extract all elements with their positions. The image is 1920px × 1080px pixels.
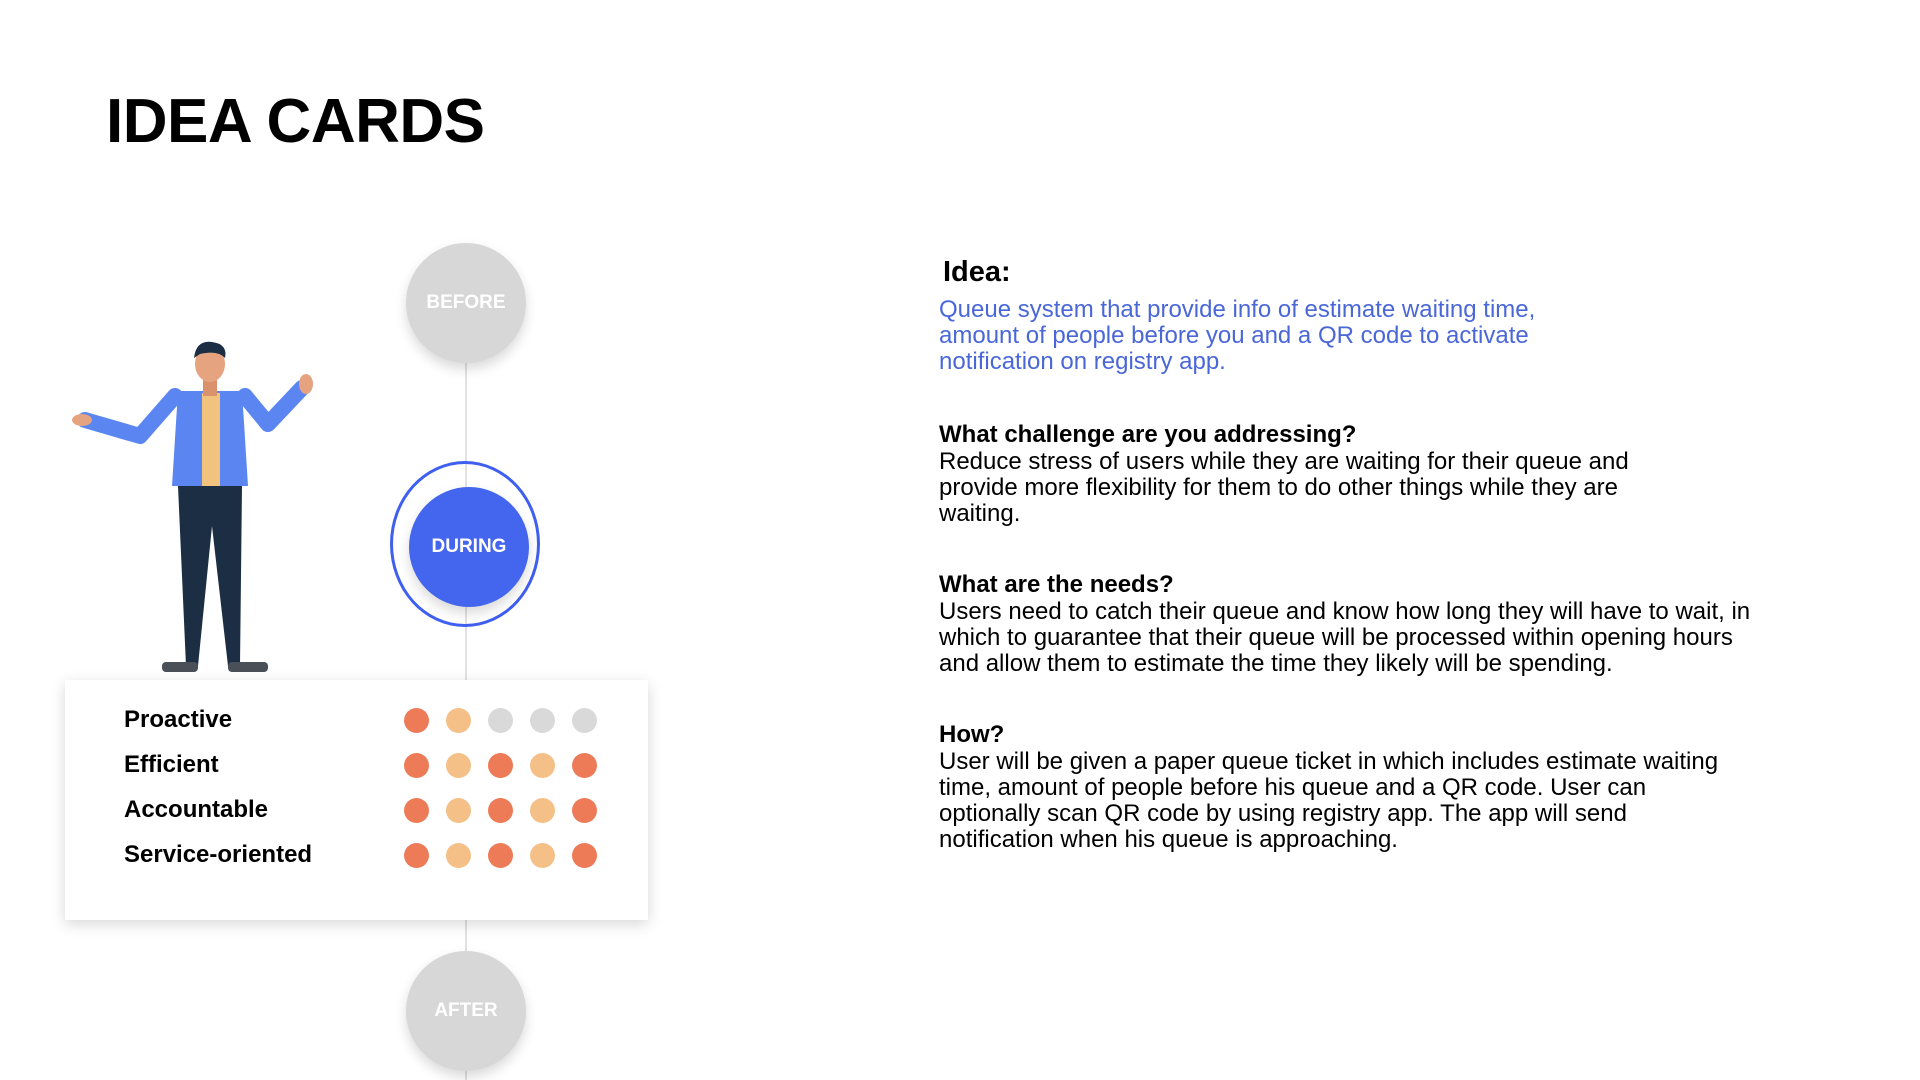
stage-after-label: AFTER [434, 1000, 498, 1021]
rating-row-efficient [124, 750, 597, 780]
rating-dot-empty [530, 708, 555, 733]
how-heading: How? [939, 721, 1005, 748]
rating-dot-high [572, 753, 597, 778]
rating-dot-medium [446, 843, 471, 868]
rating-dots [404, 753, 597, 778]
rating-dot-high [572, 843, 597, 868]
rating-dot-medium [446, 798, 471, 823]
rating-dot-empty [488, 708, 513, 733]
rating-dot-high [404, 798, 429, 823]
rating-dot-high [488, 798, 513, 823]
rating-label: Accountable [124, 796, 269, 823]
idea-text: Queue system that provide info of estimate waiting time, amount of people before you and a QR code to activate notification on registry app. [939, 296, 1536, 375]
rating-dot-medium [446, 708, 471, 733]
needs-heading: What are the needs? [939, 571, 1174, 598]
rating-dot-high [572, 798, 597, 823]
page-title: IDEA CARDS [106, 87, 485, 156]
challenge-text: Reduce stress of users while they are waiting for their queue and provide more flexibility for them to do other things while they are waiting. [939, 448, 1629, 527]
rating-dot-medium [446, 753, 471, 778]
rating-dot-high [404, 843, 429, 868]
stage-before[interactable] [406, 243, 526, 363]
ratings-card [65, 680, 648, 920]
idea-heading: Idea: [943, 256, 1011, 288]
rating-dots [404, 708, 597, 733]
rating-dot-medium [530, 753, 555, 778]
rating-label: Efficient [124, 751, 219, 778]
idea-details [939, 256, 1819, 897]
stage-during[interactable] [409, 487, 529, 607]
stage-before-label: BEFORE [426, 292, 506, 313]
stage-after[interactable] [406, 951, 526, 1071]
rating-dot-high [488, 843, 513, 868]
rating-label: Proactive [124, 706, 233, 733]
rating-dots [404, 843, 597, 868]
rating-dot-high [488, 753, 513, 778]
rating-dot-medium [530, 798, 555, 823]
rating-row-service-oriented [124, 840, 597, 870]
needs-text: Users need to catch their queue and know how long they will have to wait, in which to guarantee that their queue will be processed within opening hours and allow them to estimate the time they likely will be spending. [939, 598, 1751, 677]
rating-row-accountable [124, 795, 597, 825]
how-text: User will be given a paper queue ticket in which includes estimate waiting time, amount of people before his queue and a QR code. User can optionally scan QR code by using registry app. The app will send notification when his queue is approaching. [939, 748, 1719, 853]
rating-row-proactive [124, 705, 597, 735]
rating-dots [404, 798, 597, 823]
rating-dot-high [404, 753, 429, 778]
rating-label: Service-oriented [124, 841, 313, 868]
stage-during-label: DURING [431, 536, 507, 557]
person-illustration [70, 336, 330, 686]
challenge-heading: What challenge are you addressing? [939, 421, 1357, 448]
rating-dot-empty [572, 708, 597, 733]
rating-dot-high [404, 708, 429, 733]
rating-dot-medium [530, 843, 555, 868]
